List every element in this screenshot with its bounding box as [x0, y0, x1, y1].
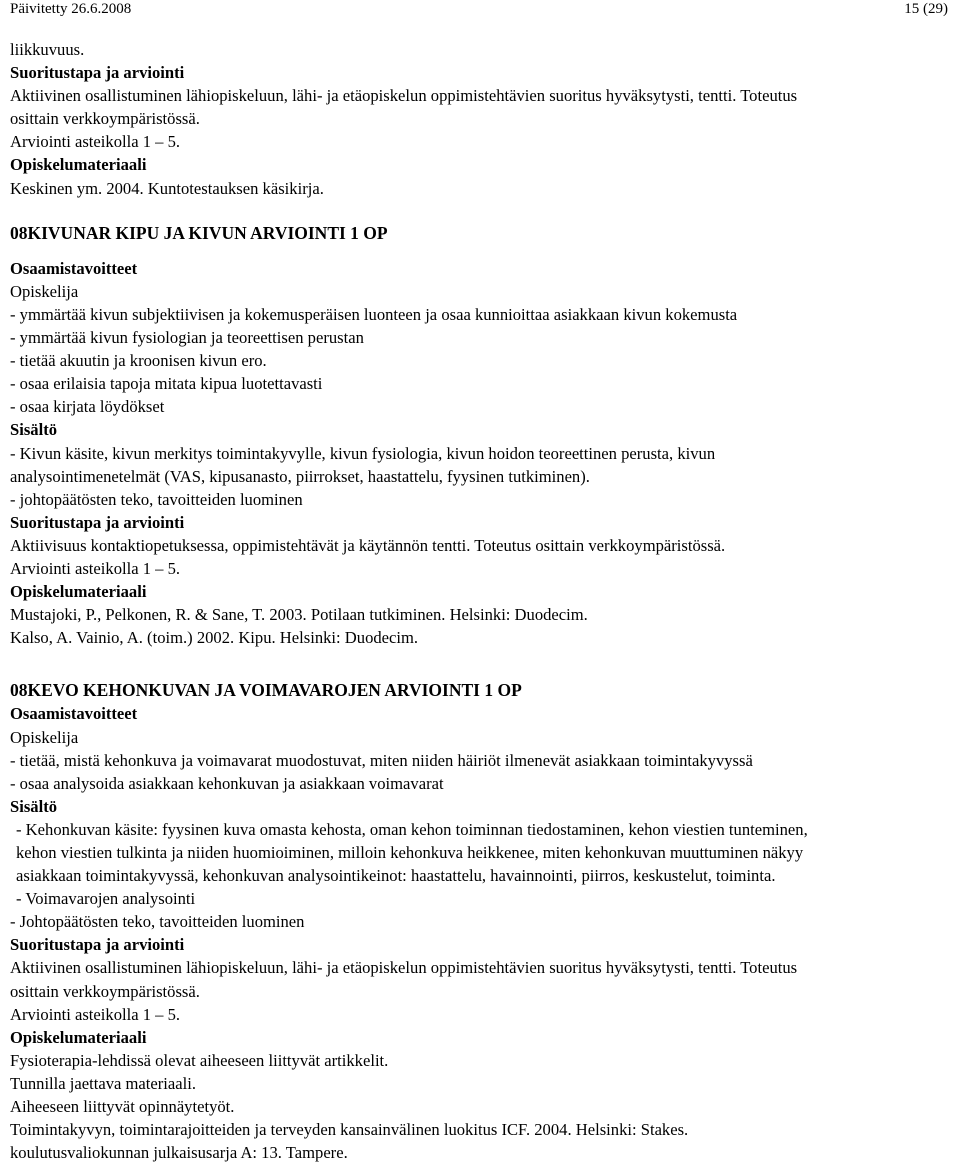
course-kipu [10, 222, 955, 650]
material-item: Toimintakyvyn, toimintarajoitteiden ja terveyden kansainvälinen luokitus ICF. 2004. Helsinki: Stakes. [10, 1120, 689, 1140]
goal-item: - tietää akuutin ja kroonisen kivun ero. [10, 351, 267, 371]
course-kehonkuva [10, 679, 955, 1164]
page-number: 15 (29) [904, 1, 948, 17]
section-heading-suoritus: Suoritustapa ja arviointi [10, 63, 185, 83]
arviointi-text: Arviointi asteikolla 1 – 5. [10, 132, 181, 152]
arviointi-text: Arviointi asteikolla 1 – 5. [10, 558, 181, 578]
updated-date: Päivitetty 26.6.2008 [10, 1, 132, 17]
section-heading-sisalto: Sisältö [10, 796, 58, 816]
goal-item: - osaa analysoida asiakkaan kehonkuvan ja asiakkaan voimavarat [10, 773, 444, 793]
section-heading-osaamistavoitteet: Osaamistavoitteet [10, 258, 138, 278]
section-heading-suoritus: Suoritustapa ja arviointi [10, 935, 185, 955]
goal-item: - osaa kirjata löydökset [10, 397, 165, 417]
content-item: kehon viestien tulkinta ja niiden huomioiminen, milloin kehonkuva heikkenee, miten kehonkuvan muuttuminen näkyy [16, 843, 804, 862]
suoritus-text: Aktiivinen osallistuminen lähiopiskeluun, lähi- ja etäopiskelun oppimistehtävien suoritus hyväksytysti, tentti. Toteutus [10, 86, 798, 106]
content-item: - johtopäätösten teko, tavoitteiden luominen [10, 489, 303, 509]
opiskelija-label: Opiskelija [10, 281, 79, 301]
material-item: Fysioterapia-lehdissä olevat aiheeseen liittyvät artikkelit. [10, 1050, 389, 1070]
section-heading-sisalto: Sisältö [10, 420, 58, 440]
suoritus-text: osittain verkkoympäristössä. [10, 981, 200, 1001]
material-item: koulutusvaliokunnan julkaisusarja A: 13. Tampere. [10, 1143, 348, 1163]
opiskelija-label: Opiskelija [10, 727, 79, 747]
section-heading-osaamistavoitteet: Osaamistavoitteet [10, 704, 138, 724]
suoritus-text: osittain verkkoympäristössä. [10, 109, 200, 129]
material-item: Mustajoki, P., Pelkonen, R. & Sane, T. 2003. Potilaan tutkiminen. Helsinki: Duodecim. [10, 605, 588, 625]
course-title: 08KIVUNAR KIPU JA KIVUN ARVIOINTI 1 OP [10, 222, 388, 243]
section-heading-materiaali: Opiskelumateriaali [10, 155, 147, 175]
goal-item: - osaa erilaisia tapoja mitata kipua luotettavasti [10, 374, 323, 394]
page-header [10, 0, 948, 18]
section-heading-materiaali: Opiskelumateriaali [10, 1027, 147, 1047]
suoritus-text: Aktiivisuus kontaktiopetuksessa, oppimistehtävät ja käytännön tentti. Toteutus osittain verkkoympäristössä. [10, 535, 726, 555]
goal-item: - ymmärtää kivun subjektiivisen ja kokemusperäisen luonteen ja osaa kunnioittaa asiakkaan kivun kokemusta [10, 304, 738, 324]
content-item: - Kehonkuvan käsite: fyysinen kuva omasta kehosta, oman kehon toiminnan tiedostaminen, kehon viestien tunteminen, [16, 819, 808, 839]
section-heading-suoritus: Suoritustapa ja arviointi [10, 512, 185, 532]
material-item: Kalso, A. Vainio, A. (toim.) 2002. Kipu. Helsinki: Duodecim. [10, 628, 419, 648]
content-item: - Voimavarojen analysointi [16, 889, 196, 909]
content-item: - Kivun käsite, kivun merkitys toimintakyvylle, kivun fysiologia, kivun hoidon teoreettinen perusta, kivun [10, 443, 716, 463]
course-title: 08KEVO KEHONKUVAN JA VOIMAVAROJEN ARVIOINTI 1 OP [10, 680, 522, 701]
goal-item: - tietää, mistä kehonkuva ja voimavarat muodostuvat, miten niiden häiriöt ilmenevät asiakkaan toimintakyvyssä [10, 750, 753, 770]
goal-item: - ymmärtää kivun fysiologian ja teoreettisen perustan [10, 328, 364, 348]
continuation-text: liikkuvuus. [10, 40, 85, 59]
suoritus-text: Aktiivinen osallistuminen lähiopiskeluun, lähi- ja etäopiskelun oppimistehtävien suoritus hyväksytysti, tentti. Toteutus [10, 958, 798, 978]
document-body [10, 38, 955, 1164]
content-item: - Johtopäätösten teko, tavoitteiden luominen [10, 912, 305, 932]
content-item: analysointimenetelmät (VAS, kipusanasto, piirrokset, haastattelu, fyysinen tutkiminen). [10, 466, 590, 486]
section-heading-materiaali: Opiskelumateriaali [10, 582, 147, 602]
material-item: Tunnilla jaettava materiaali. [10, 1073, 197, 1093]
material-item: Keskinen ym. 2004. Kuntotestauksen käsikirja. [10, 178, 324, 198]
material-item: Aiheeseen liittyvät opinnäytetyöt. [10, 1097, 235, 1117]
arviointi-text: Arviointi asteikolla 1 – 5. [10, 1004, 181, 1024]
content-item: asiakkaan toimintakyvyssä, kehonkuvan analysointikeinot: haastattelu, havainnointi, piirros, keskustelut, toiminta. [16, 866, 776, 886]
previous-course-tail [10, 38, 955, 200]
